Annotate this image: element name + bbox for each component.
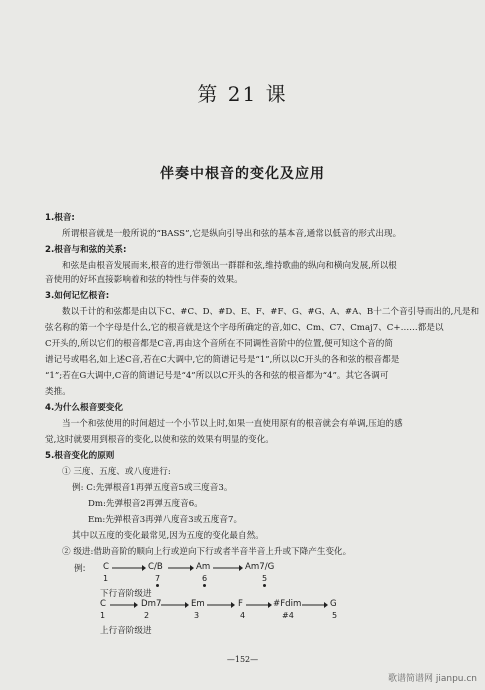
arrow-right-icon <box>110 600 138 610</box>
low-octave-dot <box>156 584 159 587</box>
section-3-line-2: 弦名称的第一个字母是什么,它的根音就是这个字母所确定的音,如C、Cm、C7、Cmaj7、C+……都是以 <box>45 323 444 333</box>
example-1-degree-1: 1 <box>103 574 109 583</box>
section-3-heading: 3.如何记忆根音: <box>45 291 110 301</box>
section-4-line-1: 当一个和弦使用的时间超过一个小节以上时,如果一直使用原有的根音就会有单调,压迫的感 <box>62 419 403 429</box>
arrow-right-icon <box>213 563 243 573</box>
example-2-chord-3: Em <box>191 599 205 609</box>
example-1-chord-1: C <box>103 562 110 572</box>
example-1-degree-3: 6 <box>202 574 208 583</box>
section-1-paragraph: 所谓根音就是一般所说的“BASS”,它是纵向引导出和弦的基本音,通常以低音的形式出现。 <box>62 229 402 239</box>
lesson-title: 第 21 课 <box>197 82 288 106</box>
arrow-right-icon <box>161 600 189 610</box>
example-2-degree-4: 4 <box>240 611 246 620</box>
section-5-example-2: Dm:先弹根音2再弹五度音6。 <box>88 499 203 509</box>
arrow-right-icon <box>246 600 272 610</box>
example-1-degree-4: 5 <box>262 574 268 583</box>
arrow-right-icon <box>207 600 235 610</box>
example-1-chord-3: Am <box>196 562 211 572</box>
example-1-degree-2: 7 <box>155 574 161 583</box>
example-1-chord-2: C/B <box>148 562 163 572</box>
low-octave-dot <box>263 584 266 587</box>
section-2-line-1: 和弦是由根音发展而来,根音的进行带领出一群群和弦,维持歌曲的纵向和横向发展,所以根 <box>62 261 397 271</box>
example-2-chord-5: #Fdim <box>273 599 302 609</box>
section-5-note: 其中以五度的变化最常见,因为五度的变化最自然。 <box>72 531 264 541</box>
example-2-chord-2: Dm7 <box>141 599 162 609</box>
example-2-degree-6: 5 <box>332 611 338 620</box>
section-3-line-6: 类推。 <box>45 387 71 397</box>
arrow-right-icon <box>112 563 146 573</box>
example-1-caption: 下行音阶级进 <box>100 589 152 599</box>
example-2-caption: 上行音阶级进 <box>100 626 152 636</box>
section-4-line-2: 觉,这时就要用到根音的变化,以使和弦的效果有明显的变化。 <box>45 435 274 445</box>
example-1-chord-4: Am7/G <box>245 562 275 572</box>
section-3-line-3: C开头的,所以它们的根音都是C音,再由这个音所在不同调性音阶中的位置,便可知这个音的简 <box>45 339 393 349</box>
section-4-heading: 4.为什么根音要变化 <box>45 403 123 413</box>
example-label: 例: <box>74 564 86 574</box>
example-2-degree-1: 1 <box>100 611 106 620</box>
section-5-example-3: Em:先弹根音3再弹八度音3或五度音7。 <box>88 515 243 525</box>
page-number: —152— <box>226 655 259 664</box>
example-2-chord-6: G <box>330 599 337 609</box>
watermark: 歌谱简谱网 jianpu.cn <box>387 674 477 684</box>
section-2-heading: 2.根音与和弦的关系: <box>45 245 127 255</box>
section-5-item-1: ① 三度、五度、或八度进行: <box>62 467 171 477</box>
section-5-heading: 5.根音变化的原则 <box>45 451 115 461</box>
main-title: 伴奏中根音的变化及应用 <box>160 166 325 182</box>
section-5-item-2: ② 级进:借助音阶的顺向上行或逆向下行或者半音半音上升或下降产生变化。 <box>62 547 352 557</box>
example-2-degree-5: #4 <box>282 611 294 620</box>
arrow-right-icon <box>302 600 328 610</box>
section-2-line-2: 音使用的好坏直接影响着和弦的特性与伴奏的效果。 <box>45 275 243 285</box>
section-3-line-5: “1”;若在G大调中,C音的简谱记号是“4”所以以C开头的各和弦的根音都为“4”。其它各调可 <box>45 371 389 381</box>
example-2-chord-1: C <box>100 599 107 609</box>
section-5-example-1: 例: C:先弹根音1再弹五度音5或三度音3。 <box>72 483 233 493</box>
section-3-line-4: 谱记号或唱名,如上述C音,若在C大调中,它的简谱记号是“1”,所以以C开头的各和弦的根音都是 <box>45 355 400 365</box>
section-3-line-1: 数以千计的和弦都是由以下C、#C、D、#D、E、F、#F、G、#G、A、#A、B十二个音引导而出的,凡是和 <box>62 307 480 317</box>
section-1-heading: 1.根音: <box>45 213 75 223</box>
arrow-right-icon <box>168 563 194 573</box>
low-octave-dot <box>203 584 206 587</box>
example-2-degree-3: 3 <box>194 611 200 620</box>
example-2-degree-2: 2 <box>144 611 150 620</box>
example-2-chord-4: F <box>238 599 243 609</box>
